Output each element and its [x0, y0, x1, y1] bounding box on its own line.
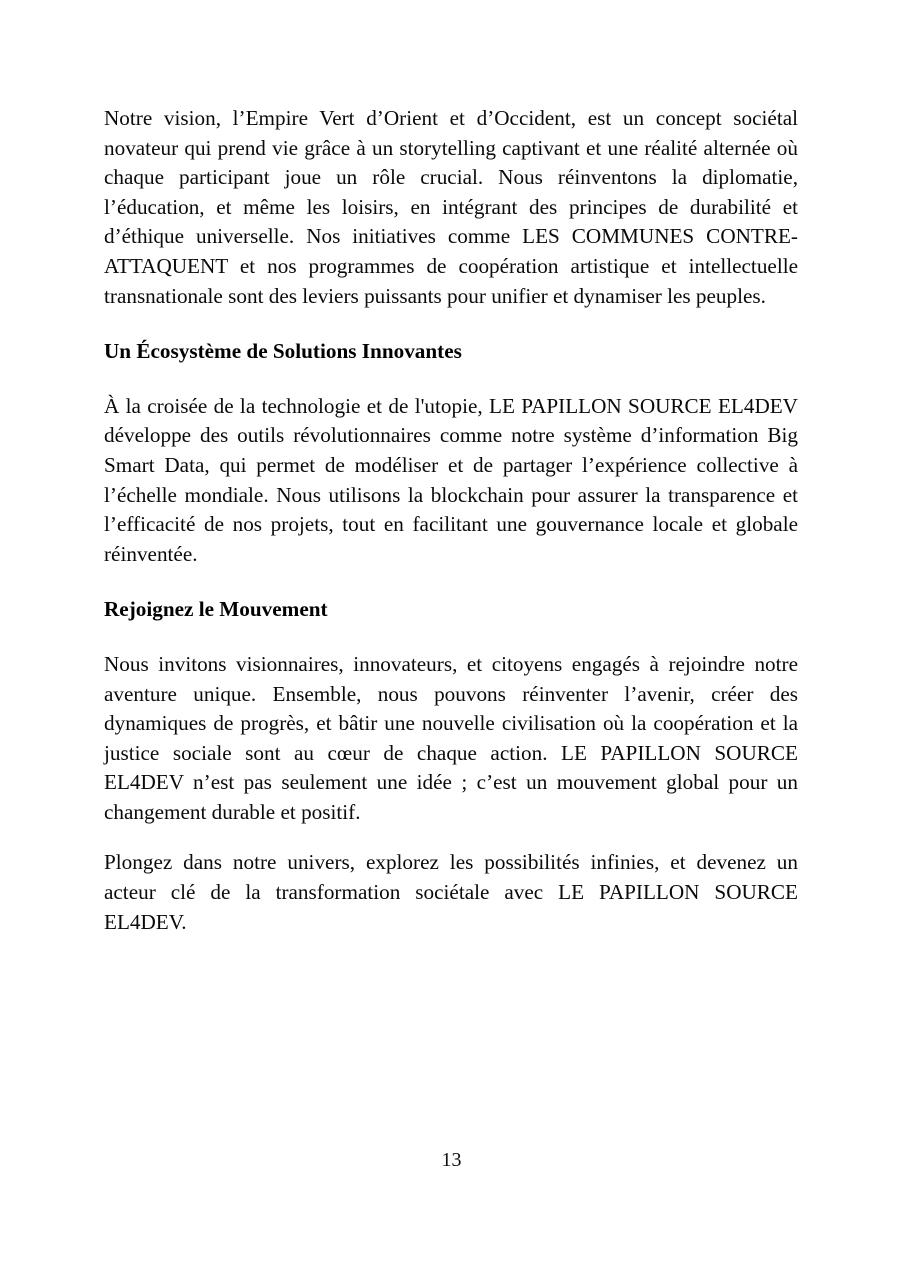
paragraph-ecosysteme: À la croisée de la technologie et de l'utopie, LE PAPILLON SOURCE EL4DEV développe des outils révolutionnaires comme notre système d’information Big Smart Data, qui permet de modéliser et de partager l’expérience collective à l’échelle mondiale. Nous utilisons la blockchain pour assurer la transparence et l’efficacité de nos projets, tout en facilitant une gouvernance locale et globale réinventée.: [104, 393, 798, 566]
paragraph-plongez: Plongez dans notre univers, explorez les possibilités infinies, et devenez un acteur clé de la transformation sociétale avec LE PAPILLON SOURCE EL4DEV.: [104, 850, 798, 934]
heading-rejoignez: Rejoignez le Mouvement: [104, 597, 328, 622]
page-content: [104, 104, 798, 937]
paragraph-vision: Notre vision, l’Empire Vert d’Orient et d’Occident, est un concept sociétal novateur qui prend vie grâce à un storytelling captivant et une réalité alternée où chaque participant joue un rôle crucial. Nous réinventons la diplomatie, l’éducation, et même les loisirs, en intégrant des principes de durabilité et d’éthique universelle. Nos initiatives comme LES COMMUNES CONTRE-ATTAQUENT et nos programmes de coopération artistique et intellectuelle transnationale sont des leviers puissants pour unifier et dynamiser les peuples.: [104, 106, 798, 308]
page-number: 13: [441, 1149, 462, 1171]
paragraph-rejoignez: Nous invitons visionnaires, innovateurs, et citoyens engagés à rejoindre notre aventure unique. Ensemble, nous pouvons réinventer l’avenir, créer des dynamiques de progrès, et bâtir une nouvelle civilisation où la coopération et la justice sociale sont au cœur de chaque action. LE PAPILLON SOURCE EL4DEV n’est pas seulement une idée ; c’est un mouvement global pour un changement durable et positif.: [104, 651, 798, 824]
heading-ecosysteme: Un Écosystème de Solutions Innovantes: [104, 339, 462, 364]
